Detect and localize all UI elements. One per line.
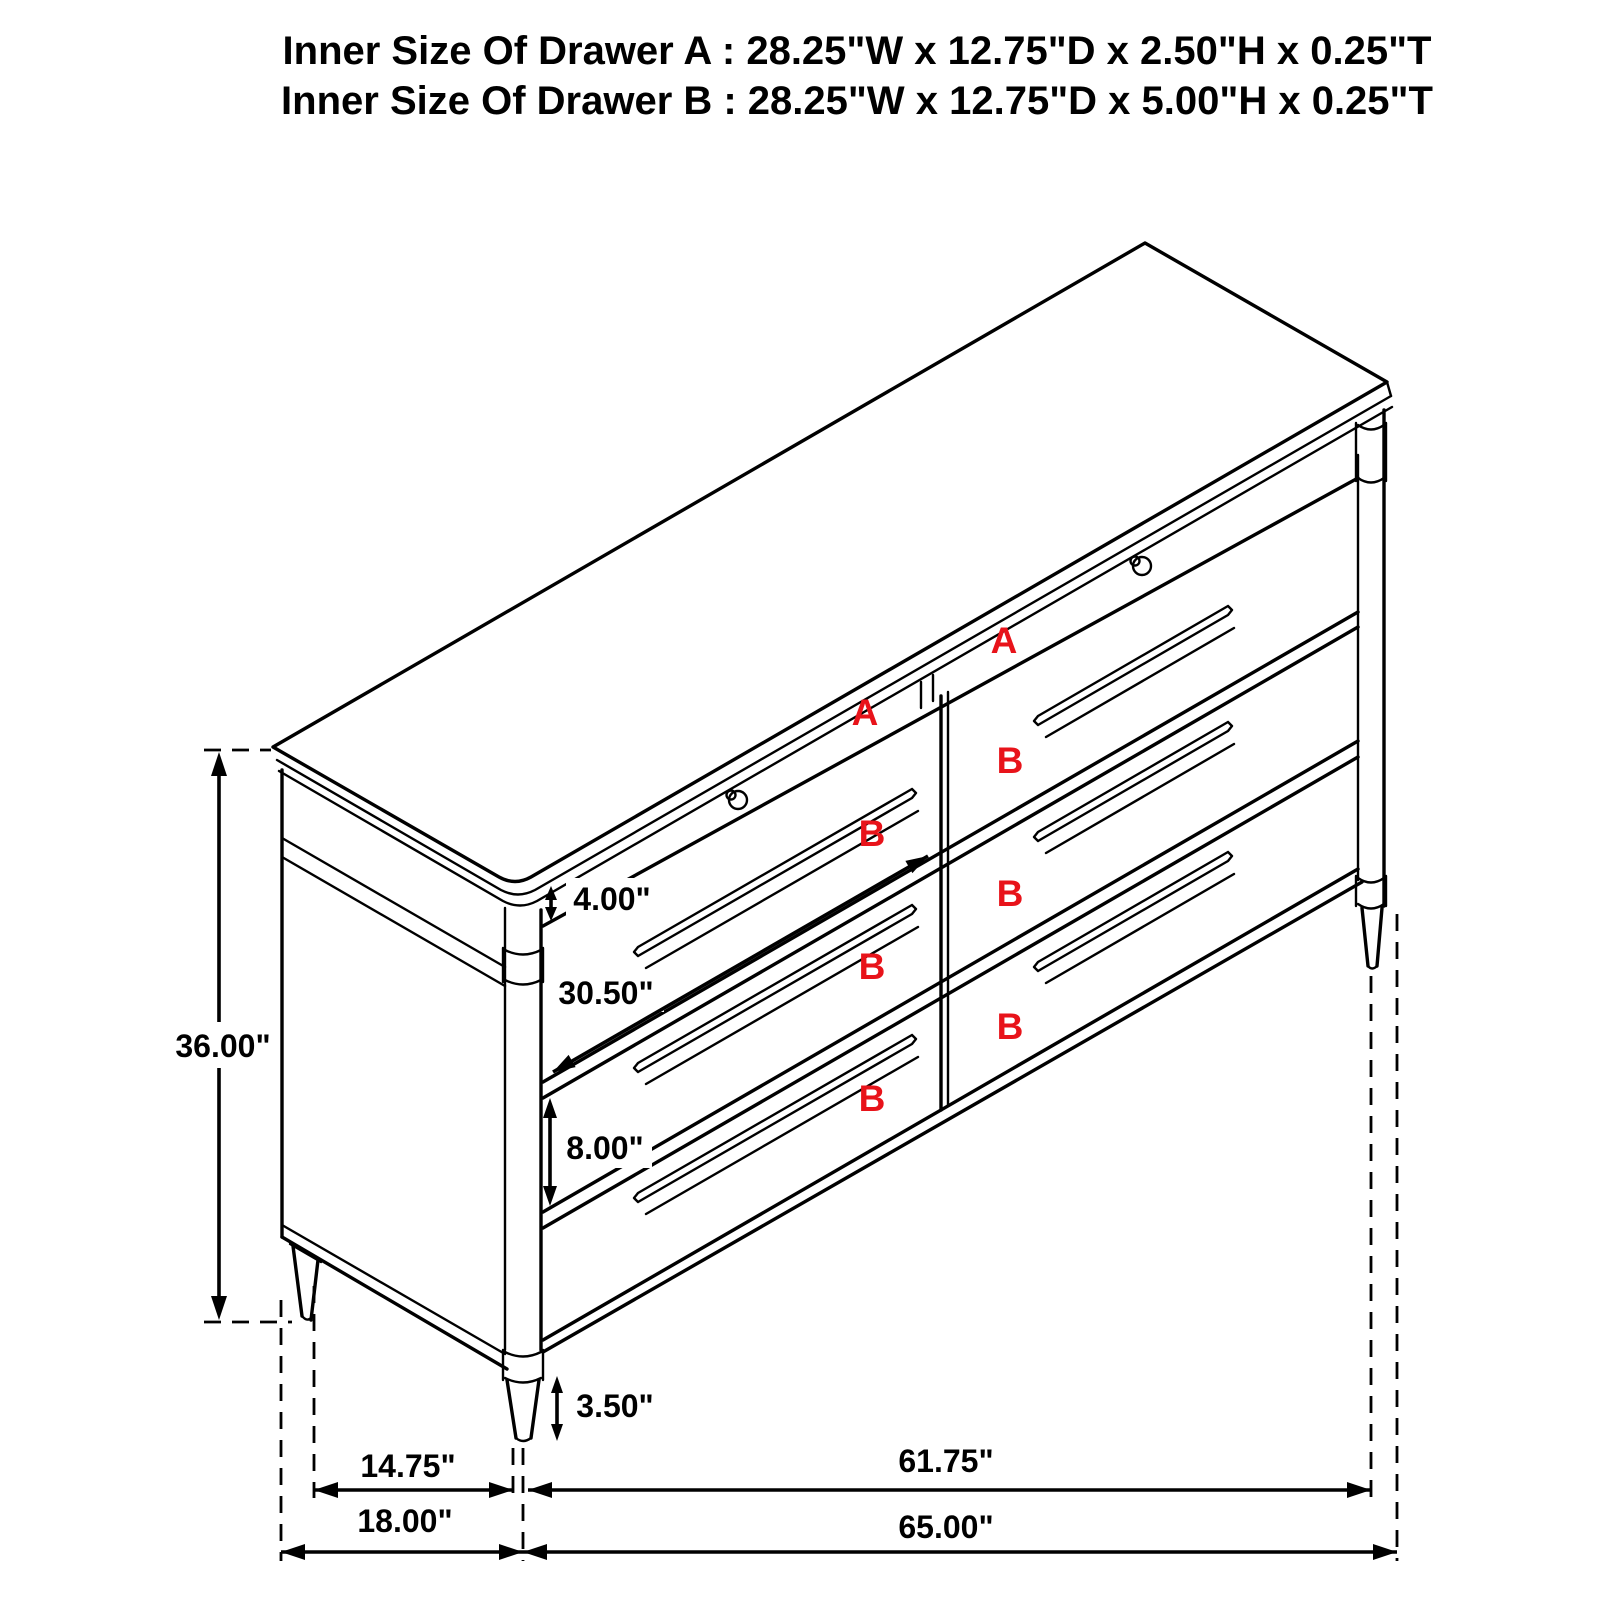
handle-shadow-line: [1046, 628, 1234, 737]
side-bottom-line-2: [282, 1237, 507, 1369]
post-fl-top-cap-upper: [505, 950, 541, 955]
top-slab-right-end-edge: [1387, 382, 1391, 396]
leg-rl-tip: [302, 1316, 311, 1320]
post-fl-bottom-cap-lower: [505, 1378, 541, 1383]
post-fl-top-cap-lower: [505, 980, 541, 985]
leg-front-right-tip: [1368, 966, 1377, 969]
dim-drawer-b-height: [543, 1098, 557, 1206]
leg-front-left-sides: [507, 1380, 539, 1438]
arrowhead-left: [314, 1482, 338, 1498]
extension-lines: [204, 750, 1397, 1561]
handle-bar: [634, 905, 916, 1072]
arrowhead-down: [211, 1296, 227, 1320]
label-leg-spacing-depth: 14.75": [360, 1448, 456, 1484]
label-leg-spacing-width: 61.75": [898, 1443, 994, 1479]
label-leg-height: 3.50": [576, 1388, 654, 1424]
title-block: [281, 29, 1433, 123]
leg-front-left-tip: [516, 1438, 531, 1441]
label-drawer-b-left-3: B: [858, 1078, 886, 1119]
label-drawer-b-left-2: B: [858, 946, 886, 987]
label-drawer-b-left-1: B: [858, 813, 886, 854]
dim-total-width: [523, 1544, 1397, 1560]
arrowhead-left: [523, 1544, 547, 1560]
label-drawer-inner-width: 30.50": [558, 975, 654, 1011]
arrowhead-right: [1373, 1544, 1397, 1560]
arrowhead-down: [551, 1424, 563, 1441]
top-slab: [273, 243, 1392, 906]
arrowhead-left: [528, 1482, 552, 1498]
dim-leg-spacing-width: [528, 1482, 1371, 1498]
top-slab-lip-line-2: [279, 407, 1392, 906]
label-drawer-a-left: A: [851, 692, 879, 733]
post-fl-bottom-cap-upper: [505, 1352, 541, 1357]
label-drawer-b-height: 8.00": [566, 1130, 644, 1166]
row-divider-2-top: [543, 741, 1358, 1212]
arrowhead-up: [543, 1098, 557, 1118]
handle-b-left-3: [634, 1035, 918, 1214]
side-rail-line-1: [282, 838, 505, 967]
post-fr-top-cap-lower: [1358, 478, 1384, 483]
drawer-a-knobs: [727, 557, 1152, 810]
side-rail-line-2: [282, 857, 505, 986]
handle-shadow-line: [1046, 744, 1234, 853]
dim-total-depth: [281, 1544, 523, 1560]
arrowhead-left: [553, 1055, 576, 1072]
dim-leg-spacing-depth: [314, 1482, 513, 1498]
label-drawer-b-right-2: B: [996, 873, 1024, 914]
label-total-depth: 18.00": [357, 1503, 453, 1539]
title-line-1: Inner Size Of Drawer A : 28.25"W x 12.75"D x 2.50"H x 0.25"T: [282, 29, 1432, 73]
row-divider-1-bottom: [543, 627, 1358, 1098]
handle-bar: [1034, 606, 1232, 725]
front-face: [543, 478, 1362, 1352]
dimension-lines: [211, 752, 1397, 1560]
corner-post-front-left: [503, 908, 543, 1441]
arrowhead-up: [545, 886, 557, 900]
arrowhead-down: [543, 1186, 557, 1206]
handle-shadow-line: [1046, 874, 1234, 983]
label-drawer-a-right: A: [990, 620, 1018, 661]
arrowhead-up: [211, 752, 227, 776]
arrowhead-right: [1347, 1482, 1371, 1498]
arrowhead-up: [551, 1376, 563, 1393]
label-drawer-b-right-1: B: [996, 740, 1024, 781]
arrowhead-right: [489, 1482, 513, 1498]
post-fr-top-cap-sides: [1356, 423, 1386, 481]
dim-leg-height: [551, 1376, 563, 1441]
arrowhead-right: [499, 1544, 523, 1560]
bottom-rail-line-2: [543, 882, 1362, 1352]
label-drawer-b-right-3: B: [996, 1006, 1024, 1047]
drawer-a-bottom-line: [543, 478, 1358, 926]
post-fl-top-cap-sides: [503, 948, 543, 982]
label-drawer-a-height: 4.00": [573, 881, 651, 917]
dresser-artwork: [273, 243, 1392, 1441]
arrowhead-left: [281, 1544, 305, 1560]
label-total-height: 36.00": [175, 1028, 271, 1064]
title-line-2: Inner Size Of Drawer B : 28.25"W x 12.75"D x 5.00"H x 0.25"T: [281, 79, 1433, 123]
label-total-width: 65.00": [898, 1509, 994, 1545]
row-divider-1-top: [543, 612, 1358, 1082]
top-surface: [273, 243, 1387, 882]
leg-front-right-sides: [1362, 908, 1382, 966]
